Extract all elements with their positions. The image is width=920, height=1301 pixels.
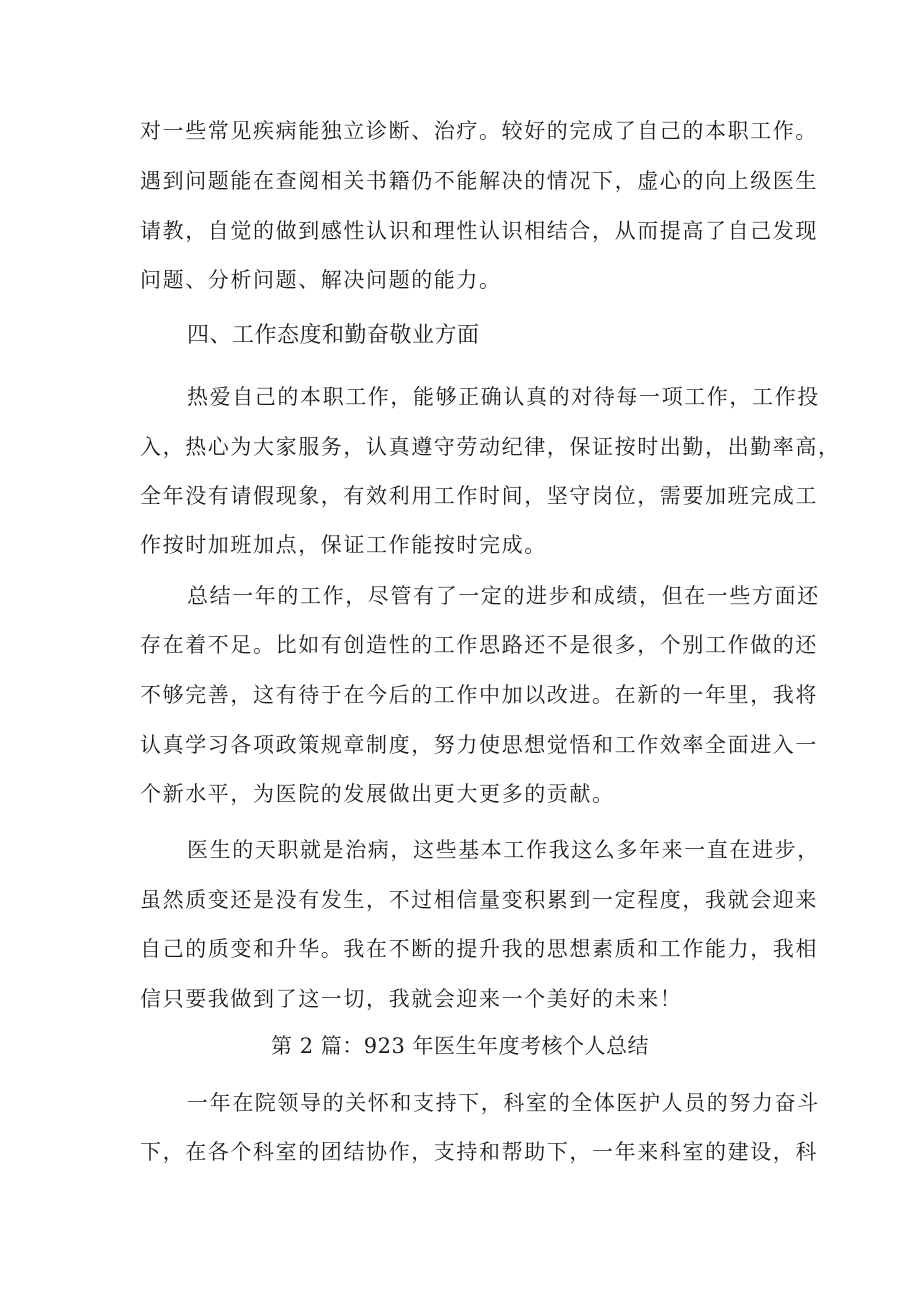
text-line: 请教，自觉的做到感性认识和理性认识相结合，从而提高了自己发现: [140, 219, 818, 243]
text-line: 总结一年的工作，尽管有了一定的进步和成绩，但在一些方面还: [187, 584, 820, 608]
section-title: 第 2 篇：923 年医生年度考核个人总结: [271, 1034, 649, 1058]
text-line: 下，在各个科室的团结协作，支持和帮助下，一年来科室的建设，科: [140, 1140, 818, 1164]
text-line: 自己的质变和升华。我在不断的提升我的思想素质和工作能力，我相: [140, 937, 818, 961]
text-line: 存在着不足。比如有创造性的工作思路还不是很多，个别工作做的还: [140, 633, 818, 657]
section-heading: 四、工作态度和勤奋敬业方面: [187, 323, 480, 348]
text-line: 不够完善，这有待于在今后的工作中加以改进。在新的一年里，我将: [140, 683, 818, 707]
text-line: 认真学习各项政策规章制度，努力使思想觉悟和工作效率全面进入一: [140, 733, 818, 757]
text-line: 信只要我做到了这一切，我就会迎来一个美好的未来！: [140, 987, 683, 1011]
text-line: 问题、分析问题、解决问题的能力。: [140, 268, 502, 292]
text-line: 入，热心为大家服务，认真遵守劳动纪律，保证按时出勤，出勤率高，: [140, 435, 841, 459]
text-line: 作按时加班加点，保证工作能按时完成。: [140, 533, 547, 557]
text-line: 全年没有请假现象，有效利用工作时间，坚守岗位，需要加班完成工: [140, 484, 818, 508]
text-line: 热爱自己的本职工作，能够正确认真的对待每一项工作，工作投: [187, 385, 820, 409]
text-line: 对一些常见疾病能独立诊断、治疗。较好的完成了自己的本职工作。: [140, 119, 818, 143]
text-line: 个新水平，为医院的发展做出更大更多的贡献。: [140, 782, 615, 806]
text-line: 一年在院领导的关怀和支持下，科室的全体医护人员的努力奋斗: [187, 1091, 820, 1115]
text-line: 遇到问题能在查阅相关书籍仍不能解决的情况下，虚心的向上级医生: [140, 169, 818, 193]
text-line: 医生的天职就是治病，这些基本工作我这么多年来一直在进步，: [187, 838, 820, 862]
text-line: 虽然质变还是没有发生，不过相信量变积累到一定程度，我就会迎来: [140, 888, 818, 912]
